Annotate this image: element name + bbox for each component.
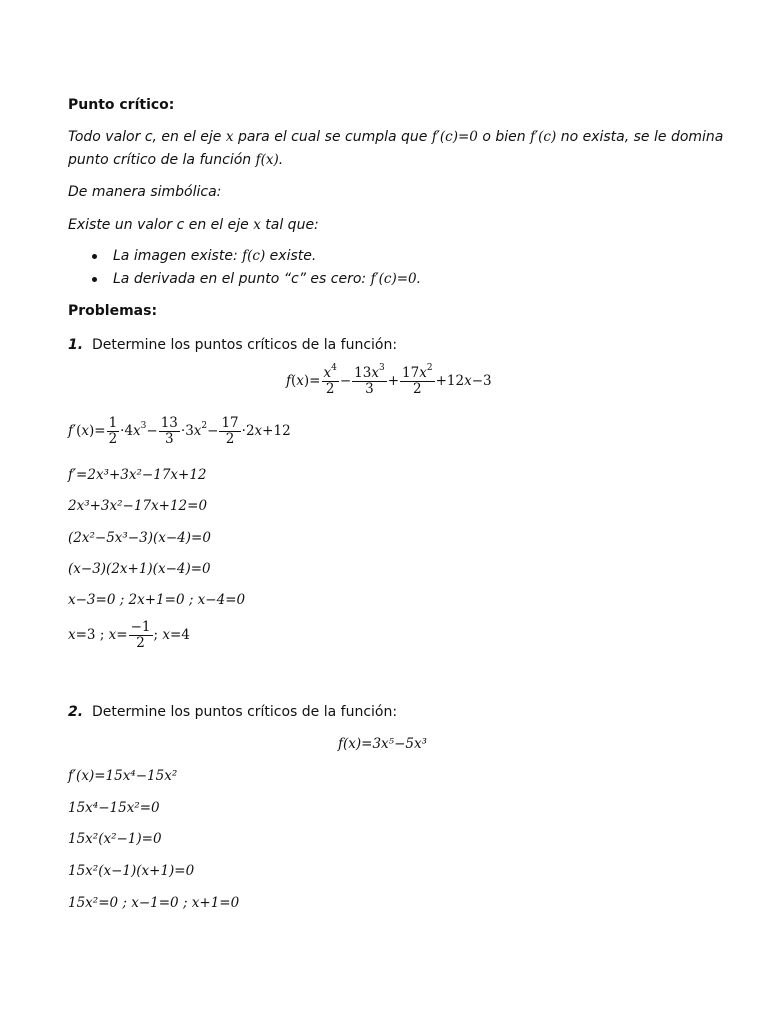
bullet-text: . <box>416 271 422 287</box>
problem-2-step-1: f′(x)=15x⁴−15x² <box>68 768 178 784</box>
problem-1-statement <box>68 336 397 354</box>
problem-2-step-4: 15x²(x−1)(x+1)=0 <box>68 863 195 879</box>
bullet-text: La imagen existe: <box>113 248 243 264</box>
problem-2-function: f(x)=3x⁵−5x³ <box>338 736 427 752</box>
bullet-text: existe. <box>265 248 317 264</box>
math-function: f(x) <box>255 152 279 168</box>
problem-2-step-5: 15x²=0 ; x−1=0 ; x+1=0 <box>68 895 240 911</box>
bullet-text: La derivada en el punto “c” es cero: <box>113 271 371 287</box>
definition-line-2 <box>68 151 283 169</box>
problem-1-step-3: (2x²−5x³−3)(x−4)=0 <box>68 530 211 546</box>
math-condition-derivative-zero: f′(c)=0 <box>431 129 478 145</box>
problem-1-function: f(x)= $\frac{x^4}{2}$ − $\frac{13x^3}{3}$ + $\frac{17x^2}{2}$ +12x−3 <box>286 363 492 397</box>
heading-critical-point: Punto crítico: <box>68 97 175 113</box>
bullet-dot <box>92 254 97 259</box>
definition-text: punto crítico de la función <box>68 152 256 168</box>
bullet-item-2 <box>113 270 421 288</box>
exists-text: Existe un valor c en el eje <box>68 217 254 233</box>
math-image: f(c) <box>242 248 266 264</box>
exists-line <box>68 216 319 234</box>
problem-text: Determine los puntos críticos de la función: <box>91 337 398 353</box>
definition-text: . <box>278 152 284 168</box>
problem-text: Determine los puntos críticos de la función: <box>91 704 398 720</box>
exists-text: tal que: <box>260 217 319 233</box>
definition-line-1 <box>68 128 723 146</box>
math-derivative-zero: f′(c)=0 <box>370 271 417 287</box>
problem-number: 1. <box>68 337 84 353</box>
problem-2-step-2: 15x⁴−15x²=0 <box>68 800 160 816</box>
bullet-item-1 <box>113 247 316 265</box>
problem-1-step-4: (x−3)(2x+1)(x−4)=0 <box>68 561 211 577</box>
math-condition-derivative: f′(c) <box>530 129 557 145</box>
definition-text: Todo valor c, en el eje <box>68 129 226 145</box>
definition-text: o bien <box>477 129 531 145</box>
definition-text: para el cual se cumpla que <box>233 129 432 145</box>
bullet-dot <box>92 277 97 282</box>
problem-1-step-5: x−3=0 ; 2x+1=0 ; x−4=0 <box>68 592 246 608</box>
math-x: x <box>253 217 261 233</box>
problem-number: 2. <box>68 704 84 720</box>
problem-1-step-2: 2x³+3x²−17x+12=0 <box>68 498 208 514</box>
definition-text: no exista, se le domina <box>556 129 724 145</box>
problems-heading: Problemas: <box>68 303 158 319</box>
problem-2-statement <box>68 703 397 721</box>
problem-1-solutions: x=3 ; x= $\frac{-1}{2}$ ; x=4 <box>68 619 190 651</box>
math-x: x <box>225 129 234 145</box>
problem-2-step-3: 15x²(x²−1)=0 <box>68 831 162 847</box>
symbolic-label: De manera simbólica: <box>68 184 222 200</box>
problem-1-step-1: f′=2x³+3x²−17x+12 <box>68 467 207 483</box>
problem-1-derivative: f′(x)= $\frac{1}{2}$ $\cdot 4x^3-$ $\frac{13}{3}$ $\cdot 3x^2-$ $\frac{17}{2}$ ·2x+12 <box>68 415 291 447</box>
